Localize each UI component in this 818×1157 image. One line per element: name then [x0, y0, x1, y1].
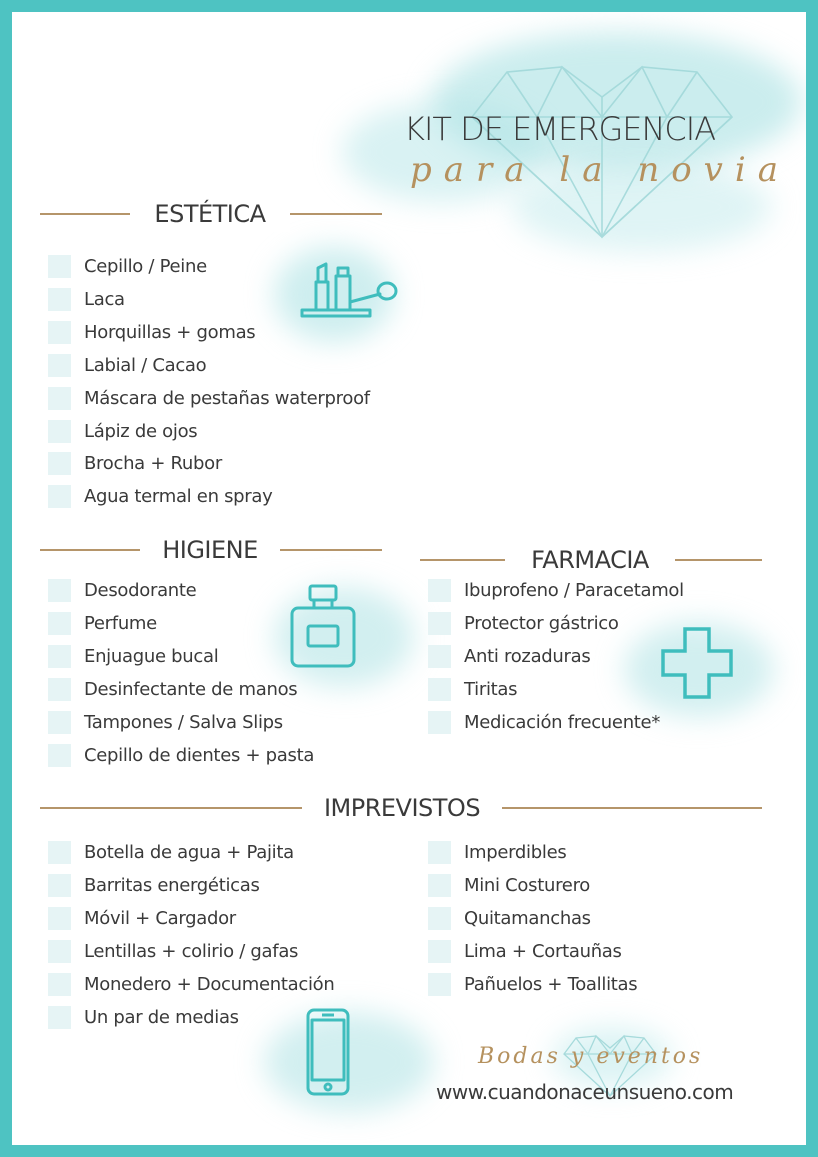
- medical-cross-icon: [660, 626, 734, 700]
- checklist-item-label: Máscara de pestañas waterproof: [84, 387, 370, 409]
- checkbox[interactable]: [428, 874, 451, 897]
- checklist-item-label: Horquillas + gomas: [84, 321, 256, 343]
- section-title: FARMACIA: [505, 542, 675, 578]
- checklist-item-label: Un par de medias: [84, 1006, 239, 1028]
- checklist-item-label: Barritas energéticas: [84, 874, 260, 896]
- checklist-item-label: Desinfectante de manos: [84, 679, 298, 700]
- checklist-item-label: Ibuprofeno / Paracetamol: [464, 580, 684, 601]
- checkbox[interactable]: [48, 452, 71, 475]
- section-title: HIGIENE: [140, 532, 280, 568]
- checklist-item-label: Tampones / Salva Slips: [84, 712, 283, 733]
- checklist-item-label: Botella de agua + Pajita: [84, 842, 294, 863]
- checklist-item-label: Enjuague bucal: [84, 646, 219, 667]
- checklist-item-label: Agua termal en spray: [84, 486, 273, 508]
- section-header-imprevistos: [40, 790, 762, 826]
- checkbox[interactable]: [48, 1006, 71, 1029]
- checkbox[interactable]: [48, 711, 71, 734]
- checklist-item-label: Tiritas: [464, 679, 518, 700]
- checkbox[interactable]: [428, 711, 451, 734]
- checklist-item-label: Móvil + Cargador: [84, 907, 236, 929]
- checklist-item-label: Lentillas + colirio / gafas: [84, 940, 299, 962]
- checkbox[interactable]: [428, 907, 451, 930]
- checklist-item-label: Pañuelos + Toallitas: [464, 973, 638, 995]
- checklist-item-label: Perfume: [84, 613, 157, 634]
- phone-icon: [306, 1008, 350, 1096]
- checklist-item-label: Labial / Cacao: [84, 354, 207, 376]
- page-title: KIT DE EMERGENCIA: [404, 110, 716, 148]
- checkbox[interactable]: [428, 579, 451, 602]
- checkbox[interactable]: [48, 744, 71, 767]
- checkbox[interactable]: [48, 485, 71, 508]
- section-title: ESTÉTICA: [130, 196, 290, 232]
- checklist-item-label: Protector gástrico: [464, 613, 619, 634]
- page-subtitle: para la novia: [410, 150, 791, 190]
- checklist-item-label: Quitamanchas: [464, 907, 591, 929]
- checkbox[interactable]: [48, 321, 71, 344]
- checklist-item-label: Brocha + Rubor: [84, 453, 222, 475]
- checkbox[interactable]: [48, 255, 71, 278]
- section-header-farmacia: [420, 542, 762, 578]
- checkbox[interactable]: [428, 645, 451, 668]
- checkbox[interactable]: [428, 940, 451, 963]
- checkbox[interactable]: [48, 612, 71, 635]
- checklist-item-label: Laca: [84, 288, 125, 310]
- checkbox[interactable]: [48, 678, 71, 701]
- checkbox[interactable]: [428, 973, 451, 996]
- checkbox[interactable]: [48, 874, 71, 897]
- checkbox[interactable]: [48, 973, 71, 996]
- checkbox[interactable]: [48, 354, 71, 377]
- checklist-item-label: Cepillo / Peine: [84, 256, 207, 277]
- checklist-page: [12, 12, 806, 1145]
- checkbox[interactable]: [428, 678, 451, 701]
- makeup-icon: [300, 250, 400, 322]
- checkbox[interactable]: [48, 645, 71, 668]
- checkbox[interactable]: [48, 387, 71, 410]
- footer-website-link[interactable]: www.cuandonaceunsueno.com: [436, 1080, 734, 1104]
- checklist-item-label: Mini Costurero: [464, 874, 590, 896]
- checkbox[interactable]: [48, 288, 71, 311]
- checkbox[interactable]: [48, 579, 71, 602]
- checklist-item-label: Monedero + Documentación: [84, 973, 335, 995]
- perfume-icon: [288, 582, 358, 672]
- checklist-item-label: Anti rozaduras: [464, 646, 591, 667]
- checkbox[interactable]: [48, 420, 71, 443]
- section-header-higiene: [40, 532, 382, 568]
- checklist-item-label: Imperdibles: [464, 842, 567, 863]
- checklist-item-label: Desodorante: [84, 580, 197, 601]
- checklist-item-label: Lápiz de ojos: [84, 420, 198, 442]
- checkbox[interactable]: [48, 841, 71, 864]
- checkbox[interactable]: [48, 907, 71, 930]
- checklist-item-label: Medicación frecuente*: [464, 712, 661, 733]
- section-header-estetica: [40, 196, 382, 232]
- section-title: IMPREVISTOS: [302, 790, 502, 826]
- checkbox[interactable]: [48, 940, 71, 963]
- checklist-item-label: Lima + Cortauñas: [464, 940, 622, 962]
- checkbox[interactable]: [428, 841, 451, 864]
- checkbox[interactable]: [428, 612, 451, 635]
- checklist-item-label: Cepillo de dientes + pasta: [84, 745, 315, 766]
- footer-tagline: Bodas y eventos: [478, 1044, 704, 1069]
